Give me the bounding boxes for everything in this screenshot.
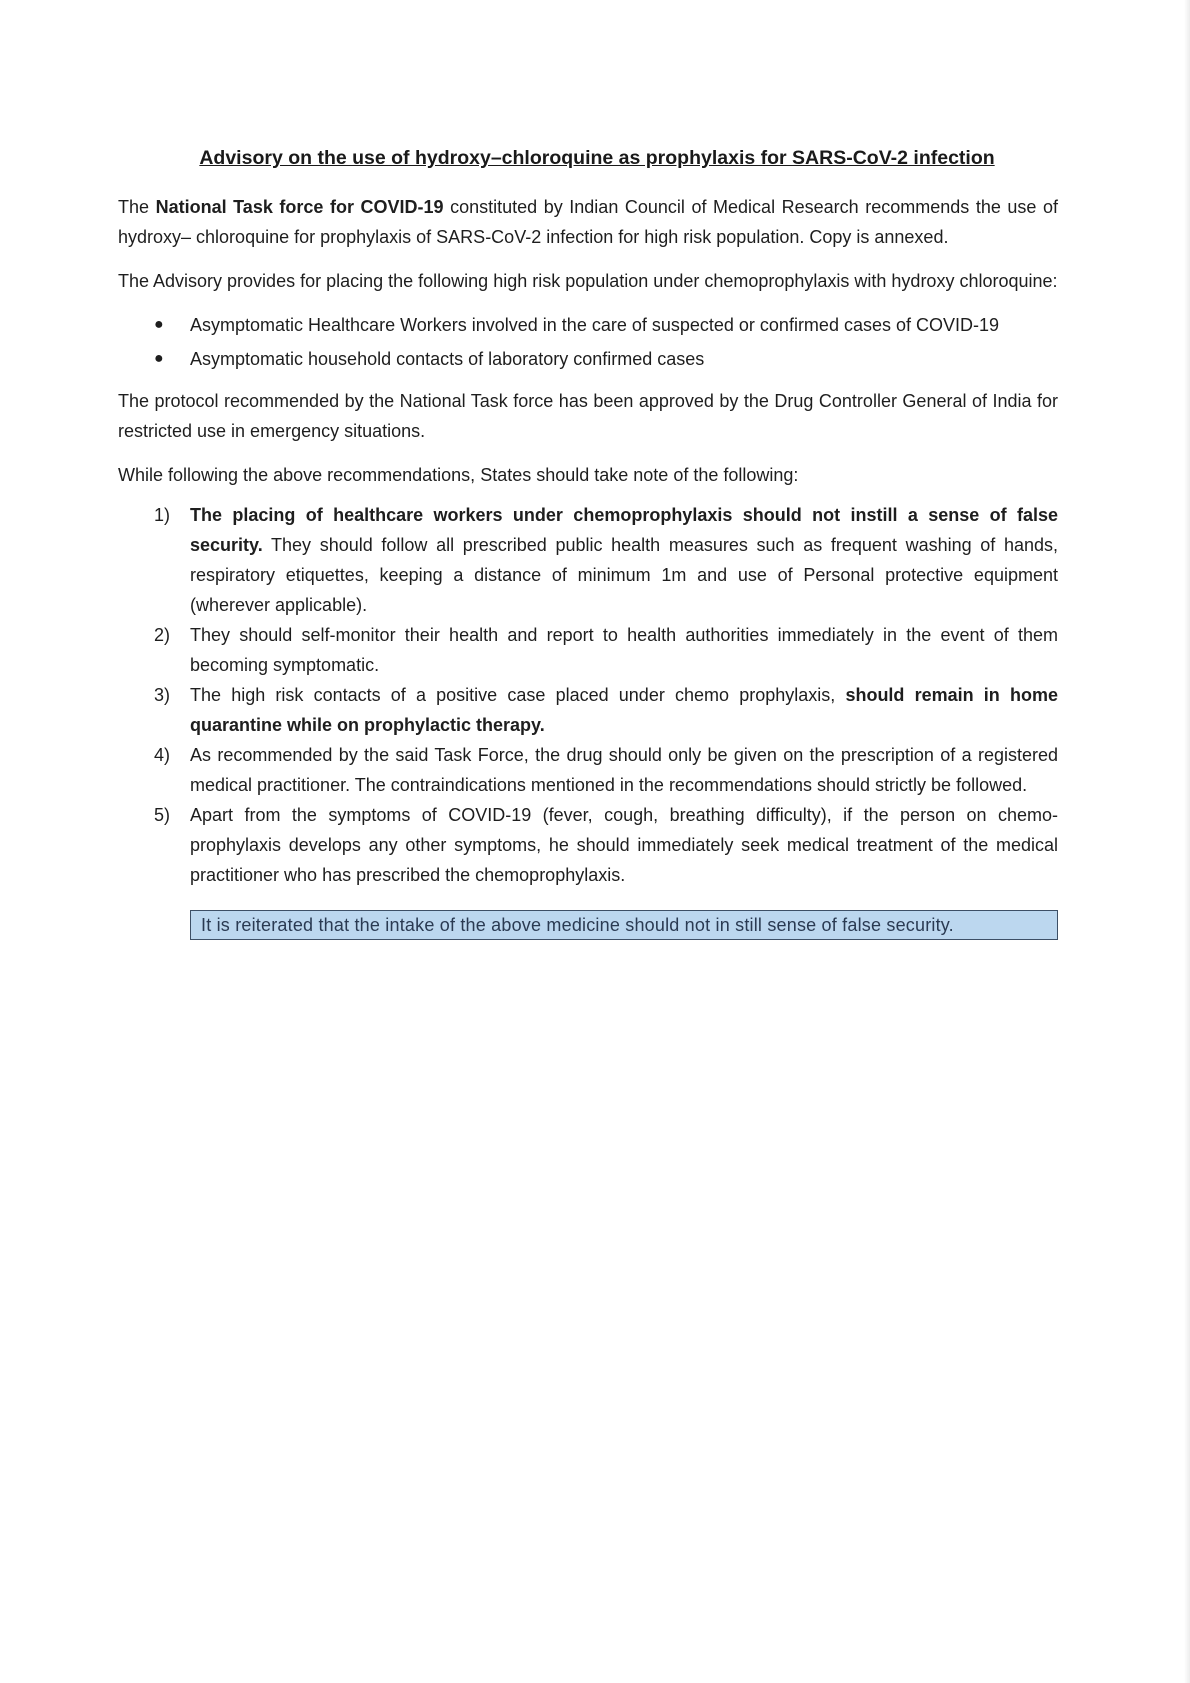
item-number: 2) <box>154 625 171 645</box>
list-item <box>118 500 1058 620</box>
intro-paragraph <box>118 192 1058 252</box>
item-bold-text: should remain in home quarantine while on prophylactic therapy. <box>190 685 1058 735</box>
item-number: 5) <box>154 805 171 825</box>
item-bold-text: The placing of healthcare workers under chemoprophylaxis should not instill a sense of false security. <box>190 505 1058 555</box>
list-item <box>118 620 1058 680</box>
states-guidance-list <box>118 500 1058 890</box>
item-number: 4) <box>154 745 171 765</box>
task-force-name: National Task force for COVID-19 <box>155 197 444 217</box>
bullet-text: Asymptomatic household contacts of laboratory confirmed cases <box>190 349 705 369</box>
item-number: 1) <box>154 505 171 525</box>
item-text: As recommended by the said Task Force, the drug should only be given on the prescription of a registered medical practitioner. The contraindications mentioned in the recommendations should strictly be followed. <box>190 745 1058 795</box>
list-item <box>118 800 1058 890</box>
item-text: They should self-monitor their health and report to health authorities immediately in the event of them becoming symptomatic. <box>190 625 1058 675</box>
protocol-paragraph: The protocol recommended by the National Task force has been approved by the Drug Controller General of India for restricted use in emergency situations. <box>118 391 1058 441</box>
list-item <box>118 310 1058 340</box>
advisory-paragraph: The Advisory provides for placing the following high risk population under chemoprophylaxis with hydroxy chloroquine: <box>118 271 1058 291</box>
item-text: Apart from the symptoms of COVID-19 (fever, cough, breathing difficulty), if the person on chemo-prophylaxis develops any other symptoms, he should immediately seek medical treatment of the medical practitioner who has prescribed the chemoprophylaxis. <box>190 805 1058 885</box>
recommendations-intro: While following the above recommendations, States should take note of the following: <box>118 465 799 485</box>
bullet-icon: ● <box>154 316 164 333</box>
list-item <box>118 344 1058 374</box>
page-edge <box>1184 0 1190 1683</box>
intro-lead: The <box>118 197 156 217</box>
document-body <box>118 144 1058 940</box>
highlighted-note: It is reiterated that the intake of the above medicine should not in still sense of false security. <box>190 910 1058 940</box>
bullet-icon: ● <box>154 350 164 367</box>
intro-rest: constituted by Indian Council of Medical Research recommends the use of hydroxy– chloroquine for prophylaxis of SARS-CoV-2 infection for high risk population. Copy is annexed. <box>118 197 1058 247</box>
high-risk-population-list <box>118 310 1058 374</box>
item-text: They should follow all prescribed public health measures such as frequent washing of hands, respiratory etiquettes, keeping a distance of minimum 1m and use of Personal protective equipment (wherever applicable). <box>190 535 1058 615</box>
item-text: The high risk contacts of a positive case placed under chemo prophylaxis, <box>190 685 846 705</box>
list-item <box>118 740 1058 800</box>
item-number: 3) <box>154 685 171 705</box>
list-item <box>118 680 1058 740</box>
bullet-text: Asymptomatic Healthcare Workers involved in the care of suspected or confirmed cases of COVID-19 <box>190 315 1000 335</box>
document-title: Advisory on the use of hydroxy–chloroquine as prophylaxis for SARS-CoV-2 infection <box>199 147 995 169</box>
